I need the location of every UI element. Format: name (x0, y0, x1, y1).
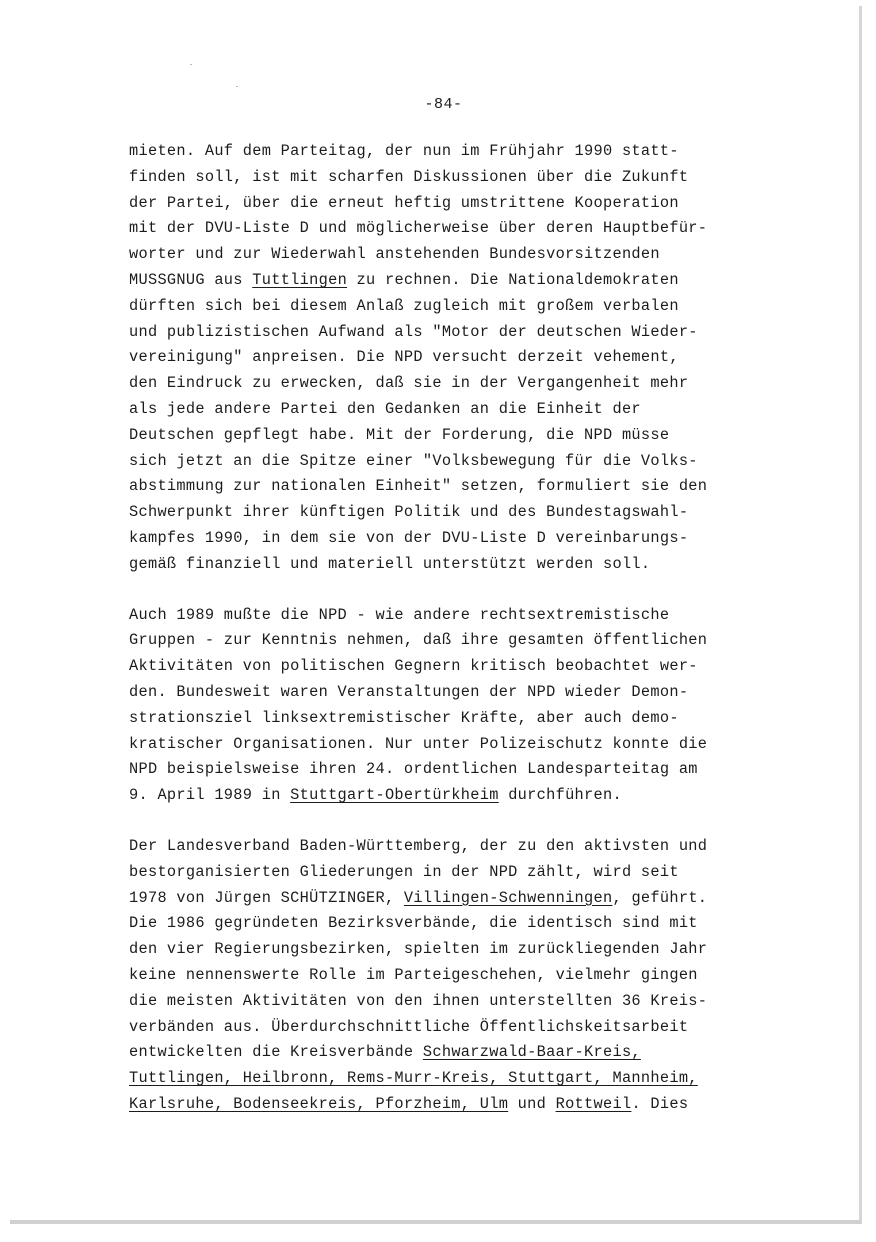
paragraph (129, 603, 829, 809)
text-line (129, 989, 829, 1015)
text-segment: 9. April 1989 in (129, 786, 291, 805)
text-segment: NPD beispielsweise ihren 24. ordentlichen Landesparteitag am (129, 760, 698, 779)
text-line (129, 423, 829, 449)
text-segment: MUSSGNUG aus (129, 270, 253, 289)
text-line (129, 320, 829, 346)
underlined-place-name: Tuttlingen, Heilbronn, Rems-Murr-Kreis, Stuttgart, Mannheim, (129, 1069, 698, 1088)
text-segment: als jede andere Partei den Gedanken an die Einheit der (129, 399, 641, 418)
text-segment: . Dies (631, 1094, 689, 1113)
text-segment: Der Landesverband Baden-Württemberg, der zu den aktivsten und (129, 836, 708, 855)
text-line (129, 1015, 829, 1041)
text-segment: abstimmung zur nationalen Einheit" setzen, formuliert sie den (129, 477, 708, 496)
text-line (129, 706, 829, 732)
text-line (129, 552, 829, 578)
text-segment: den vier Regierungsbezirken, spielten im zurückliegenden Jahr (129, 940, 708, 959)
body-text (129, 139, 829, 1143)
text-segment: Auch 1989 mußte die NPD - wie andere rechtsextremistische (129, 605, 670, 624)
text-segment: die meisten Aktivitäten von den ihnen unterstellten 36 Kreis- (129, 991, 708, 1010)
text-segment: strationsziel linksextremistischer Kräfte, aber auch demo- (129, 708, 679, 727)
underlined-place-name: Stuttgart-Obertürkheim (290, 786, 499, 805)
text-segment: verbänden aus. Überdurchschnittliche Öffentlichskeitsarbeit (129, 1017, 689, 1036)
text-segment: den. Bundesweit waren Veranstaltungen der NPD wieder Demon- (129, 682, 689, 701)
text-line (129, 1092, 829, 1118)
text-segment: sich jetzt an die Spitze einer "Volksbewegung für die Volks- (129, 451, 698, 470)
text-segment: Aktivitäten von politischen Gegnern kritisch beobachtet wer- (129, 657, 698, 676)
text-segment: 1978 von Jürgen SCHÜTZINGER, (129, 888, 404, 907)
paragraph (129, 139, 829, 578)
text-segment: kampfes 1990, in dem sie von der DVU-Liste D vereinbarungs- (129, 528, 689, 547)
text-segment: worter und zur Wiederwahl anstehenden Bundesvorsitzenden (129, 245, 660, 264)
text-segment: dürften sich bei diesem Anlaß zugleich mit großem verbalen (129, 296, 679, 315)
text-line (129, 268, 829, 294)
text-segment: Schwerpunkt ihrer künftigen Politik und des Bundestagswahl- (129, 503, 689, 522)
page-number: -84- (424, 96, 463, 113)
text-line (129, 937, 829, 963)
text-segment: entwickelten die Kreisverbände (129, 1043, 423, 1062)
text-line (129, 732, 829, 758)
text-segment: kratischer Organisationen. Nur unter Polizeischutz konnte die (129, 734, 708, 753)
text-line (129, 397, 829, 423)
text-segment: Die 1986 gegründeten Bezirksverbände, die identisch sind mit (129, 914, 698, 933)
text-segment: der Partei, über die erneut heftig umstrittene Kooperation (129, 193, 679, 212)
text-segment: , geführt. (612, 888, 708, 907)
text-segment: gemäß finanziell und materiell unterstützt werden soll. (129, 554, 651, 573)
text-segment: bestorganisierten Gliederungen in der NPD zählt, wird seit (129, 862, 679, 881)
text-line (129, 191, 829, 217)
text-line (129, 165, 829, 191)
text-line (129, 603, 829, 629)
text-segment: keine nennenswerte Rolle im Parteigeschehen, vielmehr gingen (129, 965, 698, 984)
text-line (129, 449, 829, 475)
text-segment: Deutschen gepflegt habe. Mit der Forderung, die NPD müsse (129, 425, 670, 444)
text-line (129, 242, 829, 268)
underlined-place-name: Villingen-Schwenningen (403, 888, 613, 907)
text-line (129, 345, 829, 371)
text-segment: mit der DVU-Liste D und möglicherweise über deren Hauptbefür- (129, 219, 708, 238)
text-line (129, 963, 829, 989)
document-page (10, 6, 862, 1224)
underlined-place-name: Tuttlingen (252, 270, 348, 289)
text-line (129, 834, 829, 860)
text-line (129, 139, 829, 165)
scan-speck (190, 64, 192, 65)
text-line (129, 371, 829, 397)
underlined-place-name: Karlsruhe, Bodenseekreis, Pforzheim, Ulm (129, 1094, 509, 1113)
text-line (129, 654, 829, 680)
text-line (129, 911, 829, 937)
text-line (129, 474, 829, 500)
text-line (129, 783, 829, 809)
text-segment: vereinigung" anpreisen. Die NPD versucht derzeit vehement, (129, 348, 679, 367)
text-line (129, 680, 829, 706)
text-line (129, 757, 829, 783)
text-segment: den Eindruck zu erwecken, daß sie in der Vergangenheit mehr (129, 374, 689, 393)
text-segment: Gruppen - zur Kenntnis nehmen, daß ihre gesamten öffentlichen (129, 631, 708, 650)
text-line (129, 500, 829, 526)
text-segment: und (508, 1094, 556, 1113)
scan-speck (236, 86, 238, 87)
text-segment: durchführen. (498, 786, 622, 805)
underlined-place-name: Schwarzwald-Baar-Kreis, (422, 1043, 641, 1062)
text-line (129, 1040, 829, 1066)
text-line (129, 628, 829, 654)
text-line (129, 294, 829, 320)
text-line (129, 1066, 829, 1092)
text-segment: zu rechnen. Die Nationaldemokraten (347, 270, 679, 289)
text-line (129, 860, 829, 886)
text-segment: mieten. Auf dem Parteitag, der nun im Frühjahr 1990 statt- (129, 142, 679, 160)
underlined-place-name: Rottweil (555, 1094, 632, 1113)
text-segment: finden soll, ist mit scharfen Diskussionen über die Zukunft (129, 167, 689, 186)
text-line (129, 526, 829, 552)
text-line (129, 216, 829, 242)
text-segment: und publizistischen Aufwand als "Motor der deutschen Wieder- (129, 322, 698, 341)
paragraph (129, 834, 829, 1118)
text-line (129, 886, 829, 912)
